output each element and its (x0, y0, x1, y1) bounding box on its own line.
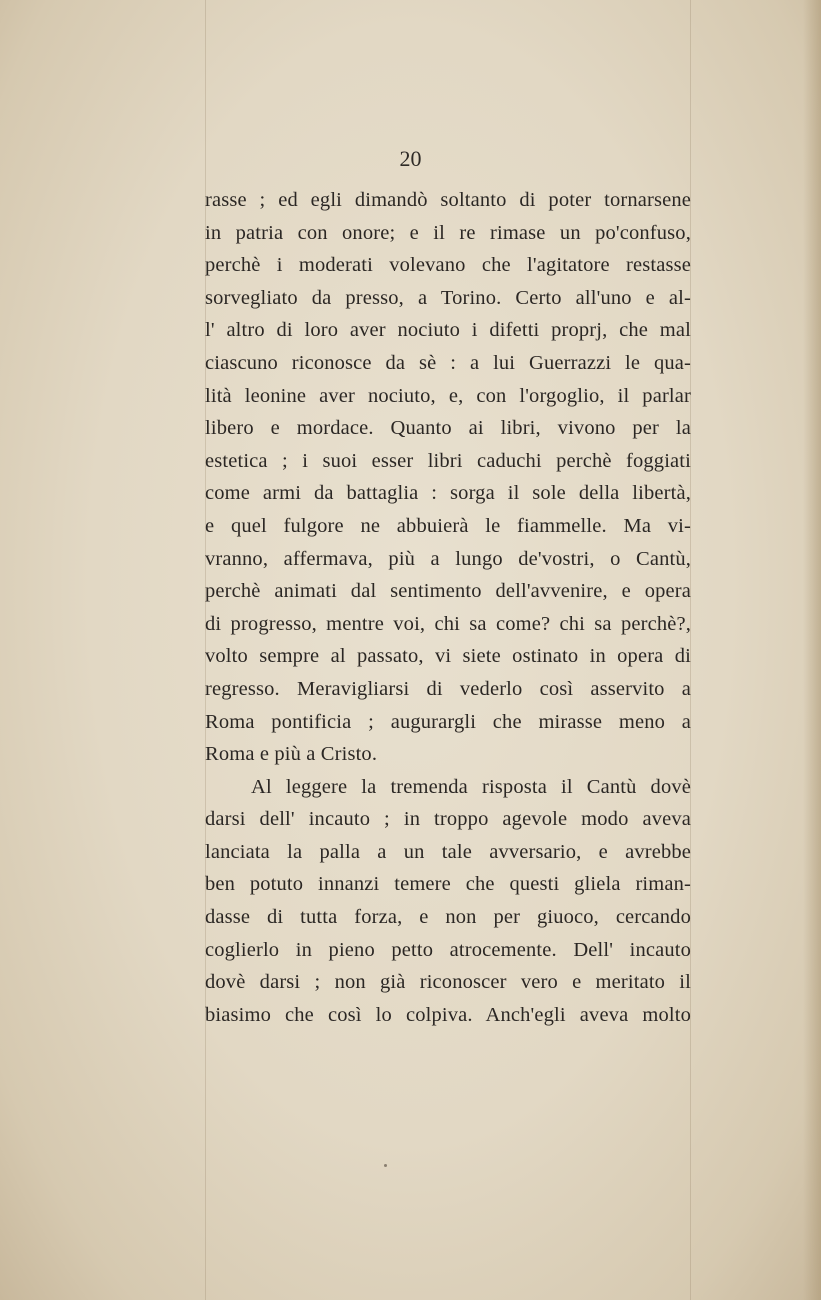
text-line: volto sempre al passato, vi siete ostinato in opera di (205, 645, 691, 668)
body-text (205, 184, 691, 1031)
text-line: dovè darsi ; non già riconoscer vero e meritato il (205, 971, 691, 994)
paragraph-first-line: Al leggere la tremenda risposta il Cantù dovè (251, 775, 691, 798)
text-line: ben potuto innanzi temere che questi gliela riman- (205, 873, 691, 896)
text-line: perchè animati dal sentimento dell'avvenire, e opera (205, 580, 691, 603)
text-line: di progresso, mentre voi, chi sa come? chi sa perchè?, (205, 612, 691, 635)
text-line: Roma pontificia ; augurargli che mirasse meno a (205, 710, 691, 733)
text-line: vranno, affermava, più a lungo de'vostri, o Cantù, (205, 547, 691, 570)
text-line: darsi dell' incauto ; in troppo agevole modo aveva (205, 808, 691, 831)
text-line: ciascuno riconosce da sè : a lui Guerrazzi le qua- (205, 351, 691, 374)
text-line: coglierlo in pieno petto atrocemente. Dell' incauto (205, 938, 691, 961)
text-line: libero e mordace. Quanto ai libri, vivono per la (205, 417, 691, 440)
page-edge-shadow (803, 0, 821, 1300)
text-line: estetica ; i suoi esser libri caduchi perchè foggiati (205, 449, 691, 472)
text-line: biasimo che così lo colpiva. Anch'egli aveva molto (205, 1003, 691, 1026)
text-line: in patria con onore; e il re rimase un po'confuso, (205, 221, 691, 244)
ink-speck (384, 1164, 387, 1167)
text-line: come armi da battaglia : sorga il sole della libertà, (205, 482, 691, 505)
text-line: e quel fulgore ne abbuierà le fiammelle. Ma vi- (205, 514, 691, 537)
text-line: l' altro di loro aver nociuto i difetti proprj, che mal (205, 319, 691, 342)
text-line: lanciata la palla a un tale avversario, e avrebbe (205, 840, 691, 863)
text-line: sorvegliato da presso, a Torino. Certo all'uno e al- (205, 286, 691, 309)
paragraph-last-line: Roma e più a Cristo. (205, 743, 378, 766)
text-line: dasse di tutta forza, e non per giuoco, cercando (205, 906, 691, 929)
text-line: lità leonine aver nociuto, e, con l'orgoglio, il parlar (205, 384, 691, 407)
text-line: rasse ; ed egli dimandò soltanto di poter tornarsene (205, 189, 691, 211)
text-line: perchè i moderati volevano che l'agitatore restasse (205, 254, 691, 277)
page-number: 20 (399, 146, 422, 171)
text-line: regresso. Meravigliarsi di vederlo così asservito a (205, 677, 691, 700)
